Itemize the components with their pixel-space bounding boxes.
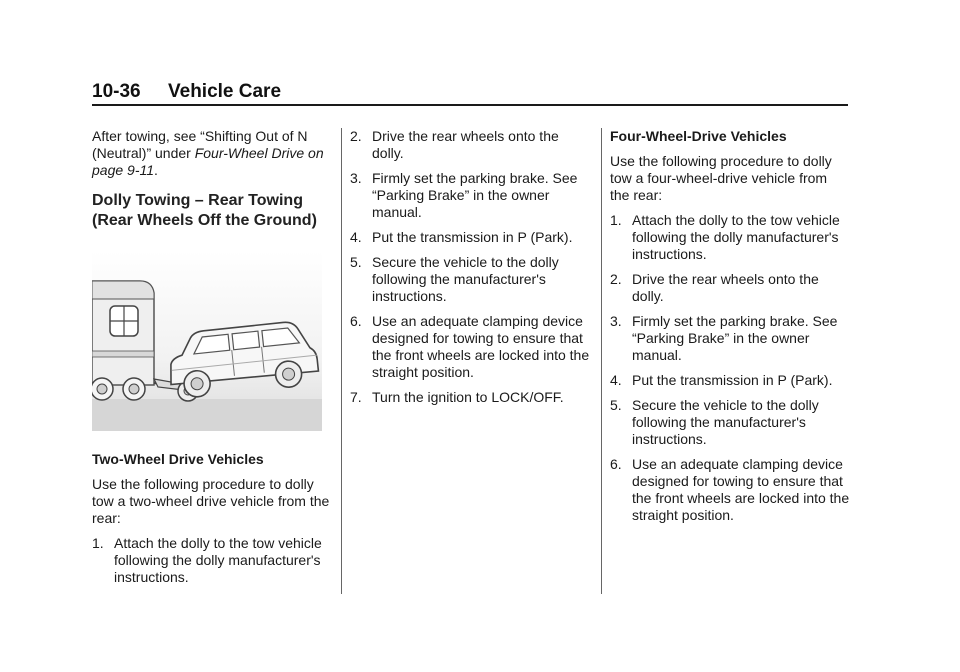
step-text: Put the transmission in P (Park). [372, 229, 573, 245]
intro-text: After towing, see “Shifting Out of N (Neutral)” under [92, 128, 308, 161]
step-text: Use an adequate clamping device designed for towing to ensure that the front wheels are locked into the straight position. [632, 456, 850, 523]
towing-illustration-svg [92, 251, 322, 431]
step-item [610, 397, 850, 448]
column-2 [350, 128, 590, 414]
ground [92, 399, 322, 431]
intro-end: . [154, 162, 158, 178]
step-number: 5. [610, 397, 622, 413]
two-wheel-drive-steps [92, 535, 332, 586]
page-header [92, 80, 848, 104]
column-1 [92, 128, 332, 594]
step-text: Drive the rear wheels onto the dolly. [372, 128, 559, 161]
step-item [350, 128, 590, 162]
step-number: 6. [350, 313, 362, 329]
step-item [610, 313, 850, 364]
section-heading-line-2: (Rear Wheels Off the Ground) [92, 212, 317, 229]
step-number: 5. [350, 254, 362, 270]
step-item [350, 389, 590, 406]
step-number: 3. [610, 313, 622, 329]
step-text: Firmly set the parking brake. See “Parking Brake” in the owner manual. [372, 170, 578, 220]
step-item [350, 254, 590, 305]
step-item [350, 229, 590, 246]
column-3 [610, 128, 850, 532]
four-wheel-drive-steps [610, 212, 850, 524]
step-text: Secure the vehicle to the dolly following the manufacturer's instructions. [632, 397, 819, 447]
step-text: Turn the ignition to LOCK/OFF. [372, 389, 564, 405]
page-number: 10-36 [92, 81, 141, 102]
step-text: Put the transmission in P (Park). [632, 372, 833, 388]
step-text: Secure the vehicle to the dolly following the manufacturer's instructions. [372, 254, 559, 304]
step-text: Attach the dolly to the tow vehicle following the dolly manufacturer's instructions. [114, 535, 322, 585]
step-text: Drive the rear wheels onto the dolly. [632, 271, 819, 304]
step-text: Firmly set the parking brake. See “Parking Brake” in the owner manual. [632, 313, 838, 363]
step-item [610, 271, 850, 305]
intro-paragraph [92, 128, 332, 179]
step-item [350, 313, 590, 381]
section-heading [92, 191, 332, 231]
header-rule [92, 104, 848, 106]
step-number: 1. [92, 535, 104, 551]
step-number: 7. [350, 389, 362, 405]
four-wheel-drive-heading: Four-Wheel-Drive Vehicles [610, 128, 787, 144]
step-item [610, 372, 850, 389]
column-divider-1 [341, 128, 342, 594]
section-title: Vehicle Care [168, 81, 282, 102]
step-item [92, 535, 332, 586]
step-item [610, 212, 850, 263]
two-wheel-drive-intro: Use the following procedure to dolly tow a two-wheel drive vehicle from the rear: [92, 476, 330, 526]
step-text: Use an adequate clamping device designed for towing to ensure that the front wheels are locked into the straight position. [372, 313, 590, 380]
suv-vehicle [166, 319, 320, 399]
cross-reference: Four-Wheel Drive on page 9-11 [92, 145, 324, 178]
two-wheel-drive-heading: Two-Wheel Drive Vehicles [92, 451, 264, 467]
motorhome-roof [92, 281, 154, 299]
dolly-towing-illustration [92, 251, 322, 431]
step-number: 4. [350, 229, 362, 245]
step-item [610, 456, 850, 524]
two-wheel-drive-steps-continued [350, 128, 590, 406]
step-number: 6. [610, 456, 622, 472]
step-text: Attach the dolly to the tow vehicle following the dolly manufacturer's instructions. [632, 212, 840, 262]
section-heading-line-1: Dolly Towing – Rear Towing [92, 192, 303, 209]
step-number: 2. [610, 271, 622, 287]
column-divider-2 [601, 128, 602, 594]
step-number: 4. [610, 372, 622, 388]
step-number: 2. [350, 128, 362, 144]
four-wheel-drive-intro: Use the following procedure to dolly tow a four-wheel-drive vehicle from the rear: [610, 153, 832, 203]
step-number: 3. [350, 170, 362, 186]
step-item [350, 170, 590, 221]
step-number: 1. [610, 212, 622, 228]
